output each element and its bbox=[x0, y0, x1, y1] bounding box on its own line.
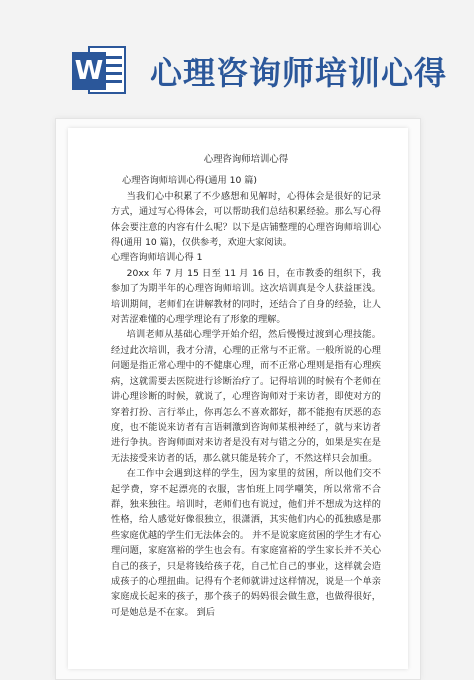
paragraph-1: 20xx 年 7 月 15 日至 11 月 16 日，在市教委的组织下，我参加了为期半年的心理咨询师培训。这次培训真是令人获益匪浅。培训期间，老师们在讲解教材的同时，还结合了自身的经验，让人对苦涩难懂的心理学理论有了形象的理解。 bbox=[111, 267, 381, 326]
paragraph-2: 培训老师从基础心理学开始介绍，然后慢慢过渡到心理技能。经过此次培训，我才分清，心理的正常与不正常。一般所说的心理问题是指正常心理中的不健康心理，而不正常心理则是指有心理疾病，这就需要去医院进行诊断治疗了。记得培训的时候有个老师在讲心理诊断的时候，就说了，心理咨询师对于来访者，即使对方的穿着打扮、言行举止，你再怎么不喜欢都好，都不能抱有厌恶的态度，也不能说来访者有言语刺激到咨询师某根神经了，就与来访者进行争执。咨询师面对来访者是没有对与错之分的，如果是实在是无法接受来访者的话，那么就只能是转介了，不然这样只会加重。 bbox=[111, 329, 381, 464]
document-subtitle: 心理咨询师培训心得(通用 10 篇) bbox=[122, 175, 257, 187]
section-heading-1: 心理咨询师培训心得 1 bbox=[111, 252, 203, 264]
banner-header bbox=[0, 0, 474, 118]
document-title: 心理咨询师培训心得 bbox=[203, 154, 289, 165]
word-document-icon bbox=[72, 42, 128, 98]
banner-title: 心理咨询师培训心得 bbox=[150, 54, 448, 92]
paragraph-3: 在工作中会遇到这样的学生，因为家里的贫困，所以他们交不起学费，穿不起漂亮的衣服，害怕班上同学嘲笑，所以常常不合群，独来独往。培训时，老师们也有说过，他们并不想成为这样的性格，给人感觉好像很独立，很潇洒，其实他们内心的孤独感是那些家庭优越的学生们无法体会的。 并不是说家庭贫困的学生才有心理问题，家庭富裕的学生也会有。有家庭富裕的学生家长并不关心自己的孩子，只是将钱给孩子花，自己忙自己的事业，这样就会造成孩子的心理扭曲。记得有个老师就讲过这样情况，说是一个单亲家庭成长起来的孩子，那个孩子的妈妈很会做生意，也做得很好，可是她总是不在家。 到后 bbox=[111, 468, 381, 618]
document-page bbox=[68, 128, 408, 669]
document-body bbox=[111, 152, 381, 620]
word-icon-letter: W bbox=[72, 52, 106, 90]
paragraph-intro: 当我们心中积累了不少感想和见解时，心得体会是很好的记录方式，通过写心得体会，可以帮助我们总结积累经验。那么写心得体会要注意的内容有什么呢？以下是店铺整理的心理咨询师培训心得(通用 10 篇)，仅供参考，欢迎大家阅读。 bbox=[111, 190, 381, 249]
